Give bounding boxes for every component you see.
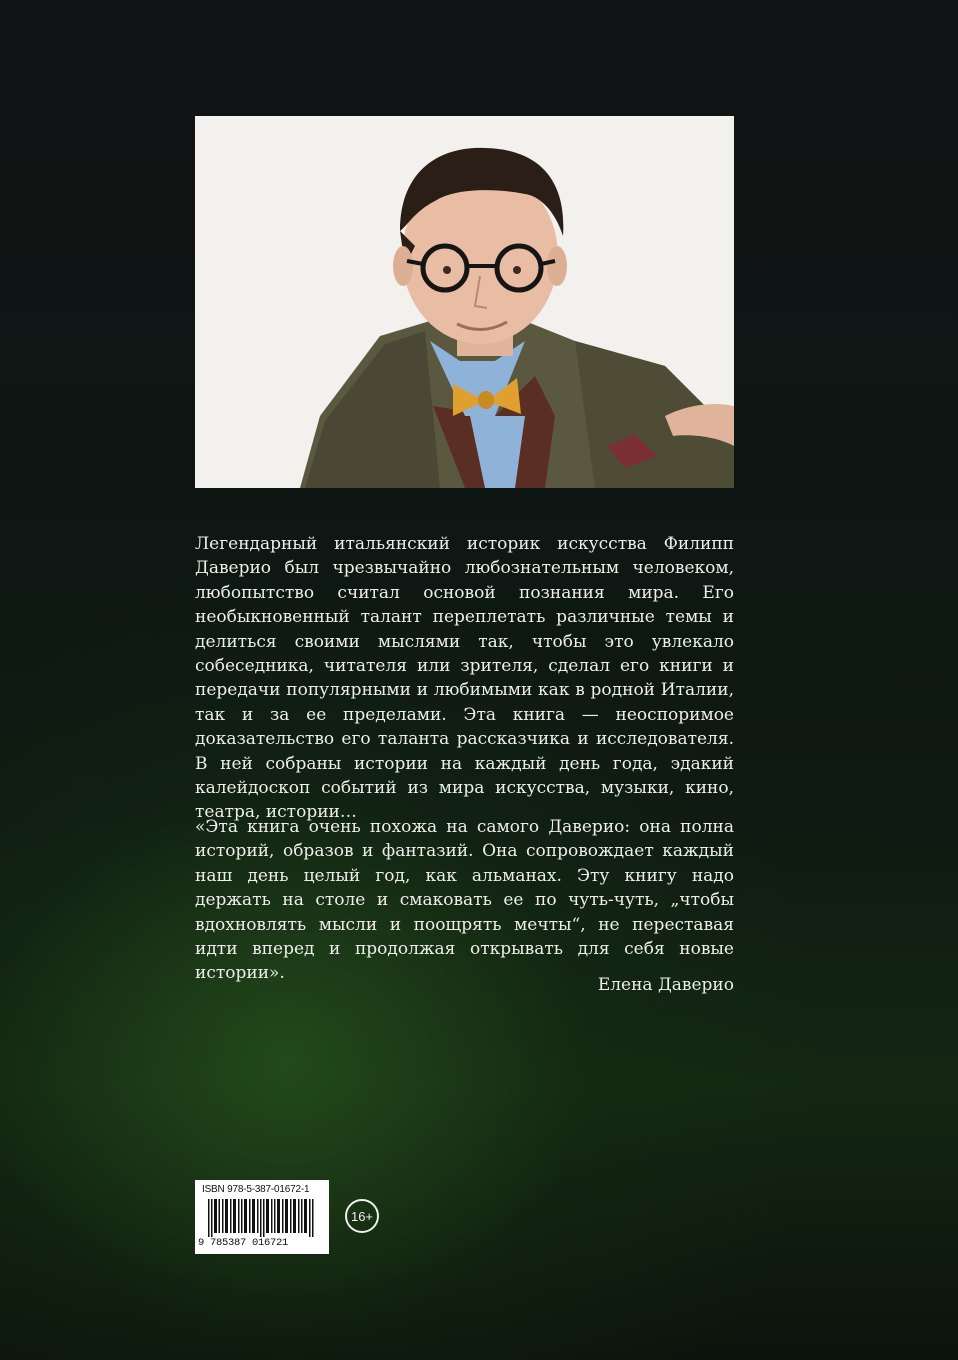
quote-author: Елена Даверио [597, 975, 734, 995]
barcode-bars [208, 1199, 316, 1237]
quote-paragraph: «Эта книга очень похожа на самого Даверио: она полна историй, образов и фантазий. Она сопровождает каждый наш день целый год, как альманах. Эту книгу надо держать на столе и смаковать ее по чуть-чуть, „чтобы вдохновлять мысли и поощрять мечты“, не переставая идти вперед и продолжая открывать для себя новые истории». [195, 817, 734, 984]
age-rating-badge: 16+ [345, 1199, 379, 1233]
isbn-label: ISBN 978-5-387-01672-1 [202, 1184, 310, 1195]
author-photo [195, 116, 734, 488]
isbn-digits: 9 785387 016721 [198, 1237, 289, 1249]
isbn-barcode [195, 1180, 329, 1254]
description-paragraph: Легендарный итальянский историк искусства Филипп Даверио был чрезвычайно любознательным человеком, любопытство считал основой познания мира. Его необыкновенный талант переплетать различные темы и делиться своими мыслями так, чтобы это увлекало собеседника, читателя или зрителя, сделал его книги и передачи популярными и любимыми как в родной Италии, так и за ее пределами. Эта книга — неоспоримое доказательство его таланта рассказчика и исследователя. В ней собраны истории на каждый день года, эдакий калейдоскоп событий из мира искусства, музыки, кино, театра, истории… [195, 534, 734, 823]
